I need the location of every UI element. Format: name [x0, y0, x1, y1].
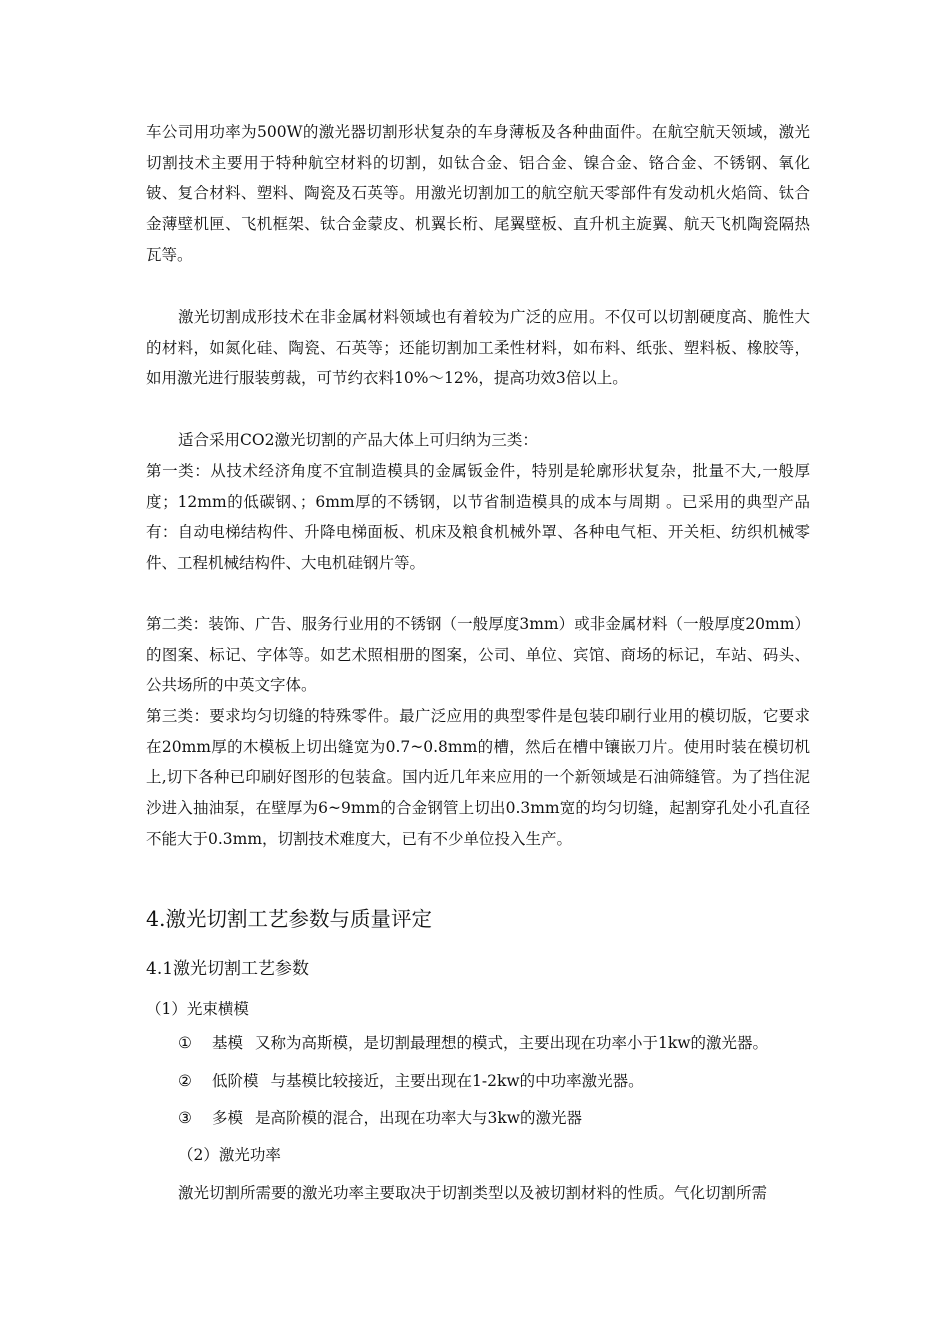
paragraph-category-three: 第三类：要求均匀切缝的特殊零件。最广泛应用的典型零件是包装印刷行业用的模切版，它要求在20mm厚的木模板上切出缝宽为0.7~0.8mm的槽，然后在槽中镶嵌刀片。使用时装在模切机上,切下各种已印刷好图形的包装盒。国内近几年来应用的一个新领域是石油筛缝管。为了挡住泥沙进入抽油泵，在壁厚为6~9mm的合金钢管上切出0.3mm宽的均匀切缝，起割穿孔处小孔直径不能大于0.3mm，切割技术难度大，已有不少单位投入生产。	[146, 707, 810, 848]
mode-description: 是高阶模的混合，出现在功率大与3kw的激光器	[255, 1109, 583, 1127]
paragraph-laser-power: 激光切割所需要的激光功率主要取决于切割类型以及被切割材料的性质。气化切割所需	[178, 1184, 768, 1202]
mode-item-basic	[178, 1030, 768, 1056]
mode-term: 基模	[212, 1034, 244, 1052]
paragraph-nonmetal: 激光切割成形技术在非金属材料领域也有着较为广泛的应用。不仅可以切割硬度高、脆性大的材料，如氮化硅、陶瓷、石英等；还能切割加工柔性材料，如布料、纸张、塑料板、橡胶等，如用激光进行服装剪裁，可节约衣料10%～12%，提高功效3倍以上。	[146, 308, 810, 388]
item-laser-power: （2）激光功率	[178, 1146, 281, 1164]
mode-marker: ①	[178, 1034, 192, 1052]
mode-description: 与基模比较接近，主要出现在1-2kw的中功率激光器。	[270, 1072, 644, 1090]
paragraph-aerospace: 车公司用功率为500W的激光器切割形状复杂的车身薄板及各种曲面件。在航空航天领域，激光切割技术主要用于特种航空材料的切割，如钛合金、铝合金、镍合金、铬合金、不锈钢、氧化铍、复合材料、塑料、陶瓷及石英等。用激光切割加工的航空航天零部件有发动机火焰筒、钛合金薄壁机匣、飞机框架、钛合金蒙皮、机翼长桁、尾翼壁板、直升机主旋翼、航天飞机陶瓷隔热瓦等。	[146, 123, 810, 264]
mode-description: 又称为高斯模，是切割最理想的模式，主要出现在功率小于1kw的激光器。	[255, 1034, 769, 1052]
mode-marker: ②	[178, 1072, 192, 1090]
item-beam-transverse-mode: （1）光束横模	[146, 1000, 249, 1018]
mode-term: 多模	[212, 1109, 244, 1127]
mode-item-multi	[178, 1105, 582, 1131]
mode-term: 低阶模	[212, 1072, 259, 1090]
mode-item-low-order	[178, 1068, 644, 1094]
paragraph-category-one: 第一类：从技术经济角度不宜制造模具的金属钣金件，特别是轮廓形状复杂，批量不大,一般厚度；12mm的低碳钢、；6mm厚的不锈钢，以节省制造模具的成本与周期 。已采用的典型产品有：自动电梯结构件、升降电梯面板、机床及粮食机械外罩、各种电气柜、开关柜、纺织机械零件、工程机械结构件、大电机硅钢片等。	[146, 462, 810, 573]
section-heading: 4.激光切割工艺参数与质量评定	[146, 907, 433, 931]
mode-marker: ③	[178, 1109, 192, 1127]
paragraph-three-categories-intro: 适合采用CO2激光切割的产品大体上可归纳为三类：	[178, 431, 538, 449]
paragraph-category-two: 第二类：装饰、广告、服务行业用的不锈钢（一般厚度3mm）或非金属材料（一般厚度20mm）的图案、标记、字体等。如艺术照相册的图案，公司、单位、宾馆、商场的标记，车站、码头、公共场所的中英文字体。	[146, 615, 810, 695]
subsection-heading: 4.1激光切割工艺参数	[146, 959, 310, 979]
